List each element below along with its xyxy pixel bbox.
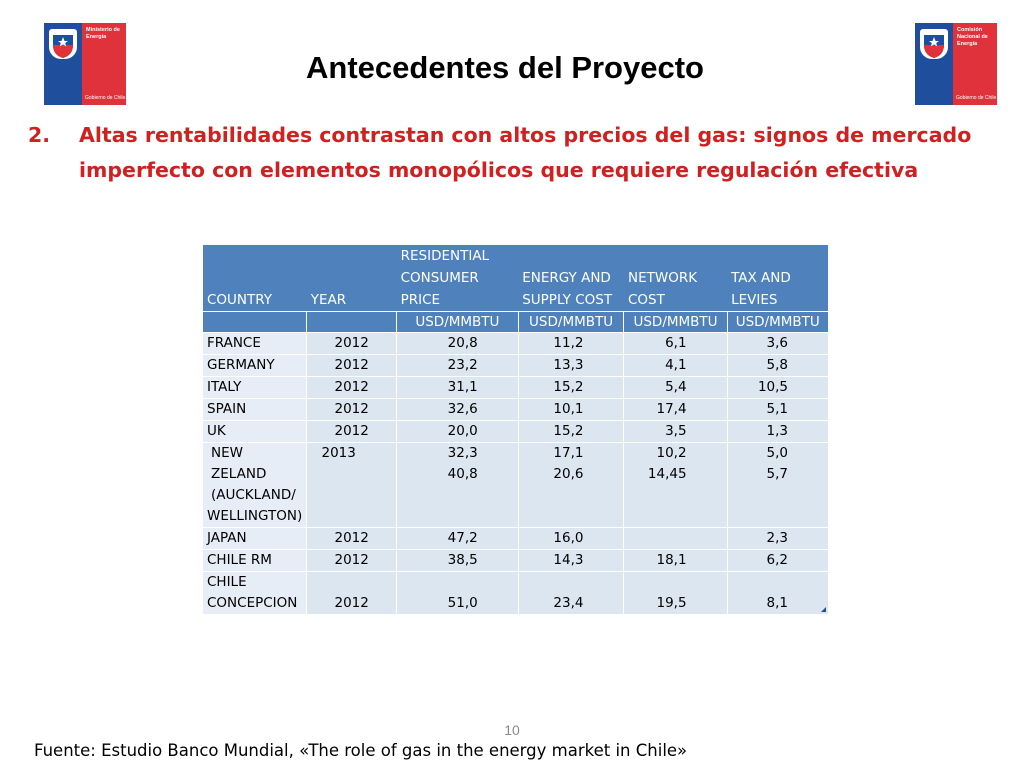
unit-network: USD/MMBTU xyxy=(624,312,727,333)
comision-nacional-energia-logo: Comisión Nacional de Energía Gobierno de Chile xyxy=(915,23,997,105)
ministerio-energia-logo: Ministerio de Energía Gobierno de Chile xyxy=(44,23,126,105)
header-tax: TAX AND LEVIES xyxy=(727,245,828,312)
table-row: SPAIN 2012 32,6 10,1 17,4 5,1 xyxy=(203,399,828,421)
table-row: ITALY 2012 31,1 15,2 5,4 10,5 xyxy=(203,377,828,399)
slide-title: Antecedentes del Proyecto xyxy=(306,50,704,85)
resize-handle-icon xyxy=(821,607,826,612)
table-row: JAPAN 2012 47,2 16,0 2,3 xyxy=(203,528,828,550)
table-row-chile-concepcion: CHILE CONCEPCION 2012 51,0 23,4 19,5 8,1 xyxy=(203,572,828,615)
header-energy: ENERGY AND SUPPLY COST xyxy=(518,245,624,312)
table-row: GERMANY 2012 23,2 13,3 4,1 5,8 xyxy=(203,355,828,377)
table-row: FRANCE 2012 20,8 11,2 6,1 3,6 xyxy=(203,333,828,355)
point-text xyxy=(28,118,1008,188)
table-row-new-zealand: NEW ZELAND (AUCKLAND/ WELLINGTON) 2013 32,3 40,8 17,1 20,6 10,2 14,45 5,0 5,7 xyxy=(203,443,828,528)
table-row: UK 2012 20,0 15,2 3,5 1,3 xyxy=(203,421,828,443)
source-citation: Fuente: Estudio Banco Mundial, «The role of gas in the energy market in Chile» xyxy=(34,741,688,760)
table-row: CHILE RM 2012 38,5 14,3 18,1 6,2 xyxy=(203,550,828,572)
unit-tax: USD/MMBTU xyxy=(727,312,828,333)
header-country: COUNTRY xyxy=(203,245,307,312)
point-line-1: Altas rentabilidades contrastan con altos precios del gas: signos de mercado xyxy=(79,123,972,147)
header-network: NETWORK COST xyxy=(624,245,727,312)
point-number: 2. xyxy=(28,123,51,147)
page-number: 10 xyxy=(504,722,520,738)
header-year: YEAR xyxy=(307,245,397,312)
unit-energy: USD/MMBTU xyxy=(518,312,624,333)
unit-residential: USD/MMBTU xyxy=(397,312,519,333)
gas-price-table xyxy=(203,245,828,614)
header-residential: RESIDENTIAL CONSUMER PRICE xyxy=(397,245,519,312)
point-line-2: imperfecto con elementos monopólicos que requiere regulación efectiva xyxy=(79,158,919,182)
